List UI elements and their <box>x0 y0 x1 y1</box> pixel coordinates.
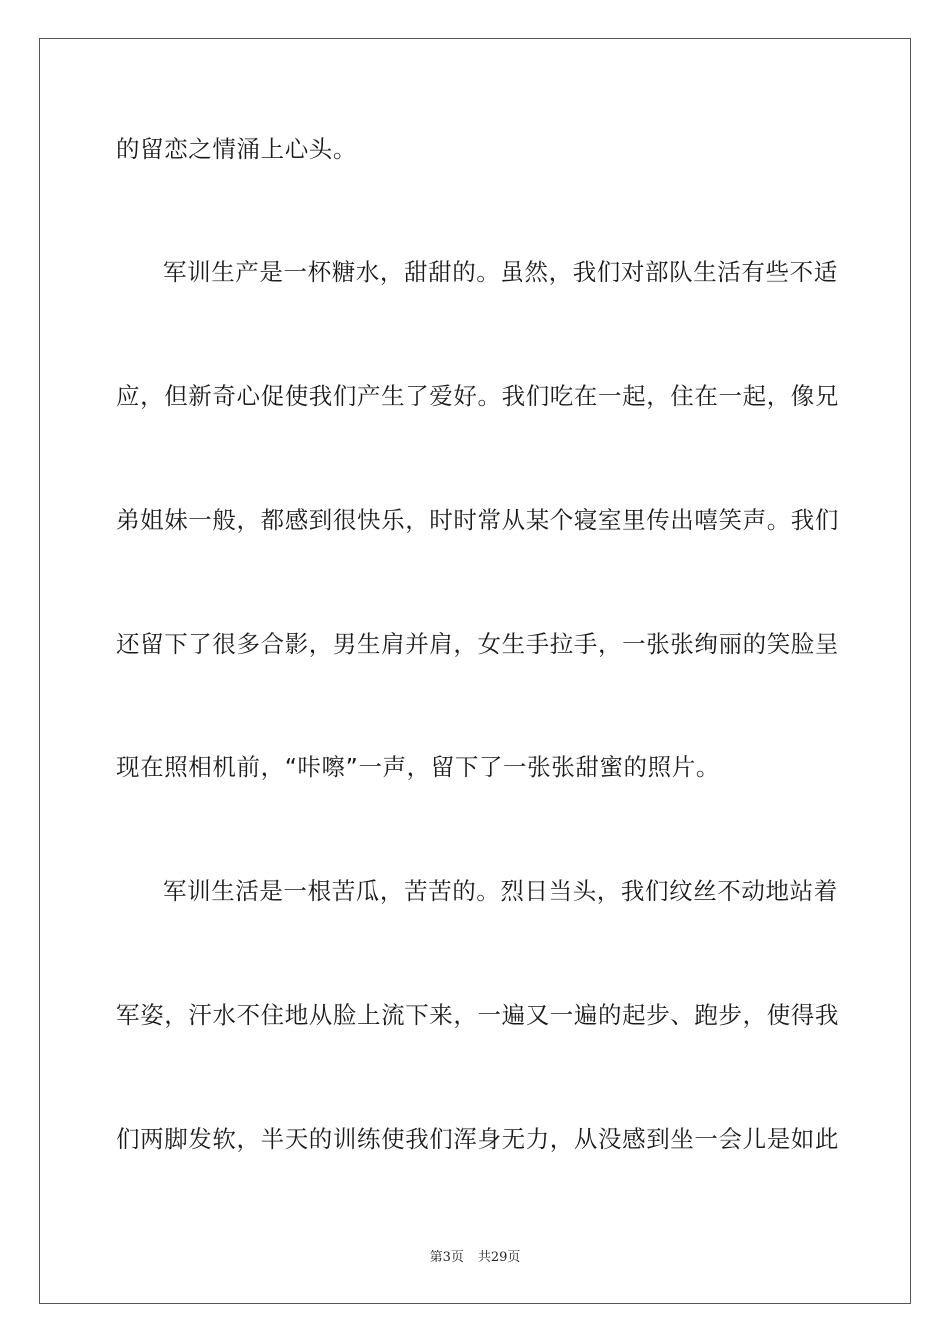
paragraph-2-line-3: 们两脚发软，半天的训练使我们浑身无力，从没感到坐一会儿是如此 <box>116 1125 839 1153</box>
paragraph-1-line-5: 现在照相机前，“咔嚓”一声，留下了一张张甜蜜的照片。 <box>116 753 720 781</box>
page-footer <box>0 1246 950 1265</box>
total-pages: 共29页 <box>477 1250 521 1265</box>
page-border <box>39 38 911 1304</box>
page-number: 第3页 <box>429 1250 464 1265</box>
paragraph-1-line-4: 还留下了很多合影，男生肩并肩，女生手拉手，一张张绚丽的笑脸呈 <box>116 630 839 658</box>
paragraph-2-line-1: 军训生活是一根苦瓜，苦苦的。烈日当头，我们纹丝不动地站着 <box>163 877 838 905</box>
text-line-1: 的留恋之情涌上心头。 <box>116 135 357 163</box>
paragraph-1-line-3: 弟姐妹一般，都感到很快乐，时时常从某个寝室里传出嘻笑声。我们 <box>116 506 839 534</box>
paragraph-2-line-2: 军姿，汗水不住地从脸上流下来，一遍又一遍的起步、跑步，使得我 <box>116 1001 839 1029</box>
paragraph-1-line-1: 军训生产是一杯糖水，甜甜的。虽然，我们对部队生活有些不适 <box>163 258 838 286</box>
paragraph-1-line-2: 应，但新奇心促使我们产生了爱好。我们吃在一起，住在一起，像兄 <box>116 382 839 410</box>
